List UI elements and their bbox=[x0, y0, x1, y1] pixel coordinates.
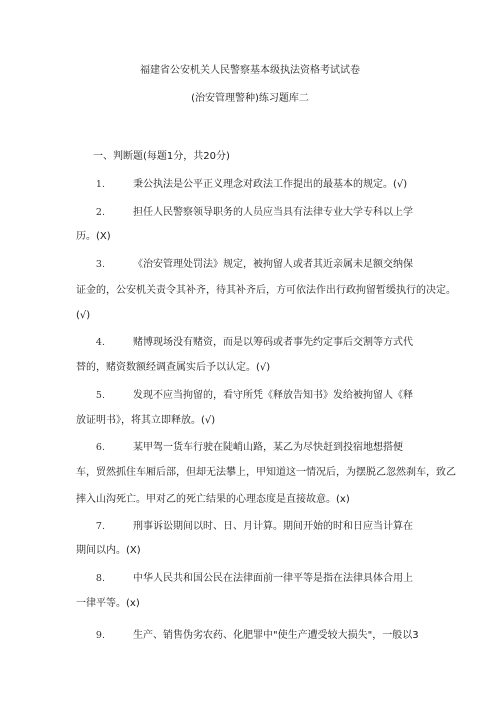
question-number: 5. bbox=[95, 390, 105, 401]
question-number: 9. bbox=[95, 630, 105, 641]
question-text-line: 期间以内。(X) bbox=[76, 545, 141, 556]
question-number: 1. bbox=[95, 179, 105, 190]
question-text-line: 某甲驾一货车行驶在陡峭山路，某乙为尽快赶到投宿地想搭便 bbox=[133, 442, 403, 453]
question-text-line: 放证明书》，将其立即释放。(√) bbox=[76, 415, 216, 426]
question-number: 7. bbox=[95, 521, 105, 532]
question-text-line: 刑事诉讼期间以时、日、月计算。期间开始的时和日应当计算在 bbox=[133, 521, 413, 532]
question-number: 6. bbox=[95, 442, 105, 453]
question-number: 2. bbox=[95, 207, 105, 218]
question-number: 4. bbox=[95, 337, 105, 348]
question-text-line: 发现不应当拘留的，看守所凭《释放告知书》发给被拘留人《释 bbox=[133, 390, 413, 401]
question-text-line: 一律平等。(x) bbox=[76, 598, 140, 609]
question-text-line: 秉公执法是公平正义理念对政法工作提出的最基本的规定。(√) bbox=[133, 179, 408, 190]
question-text-line: 担任人民警察领导职务的人员应当具有法律专业大学专科以上学 bbox=[133, 207, 413, 218]
question-text-line: 替的，赌资数额经调查属实后予以认定。(√) bbox=[76, 362, 271, 373]
question-text-line: (√) bbox=[76, 310, 91, 321]
question-text-line: 证金的，公安机关责令其补齐，待其补齐后，方可依法作出行政拘留暂缓执行的决定。 bbox=[76, 285, 456, 296]
question-text-line: 历。(X) bbox=[76, 231, 111, 242]
question-text-line: 中华人民共和国公民在法律面前一律平等是指在法律具体合用上 bbox=[133, 573, 413, 584]
document-subtitle: (治安管理警种)练习题库二 bbox=[191, 93, 309, 104]
question-number: 3. bbox=[95, 259, 105, 270]
document-title: 福建省公安机关人民警察基本级执法资格考试试卷 bbox=[140, 65, 360, 76]
question-text-line: 赌博现场没有赌资，而是以筹码或者事先约定事后交割等方式代 bbox=[133, 337, 413, 348]
question-number: 8. bbox=[95, 573, 105, 584]
question-text-line: 摔入山沟死亡。甲对乙的死亡结果的心理态度是直接故意。(x) bbox=[76, 494, 350, 505]
question-text-line: 《治安管理处罚法》规定，被拘留人或者其近亲属未足额交纳保 bbox=[133, 259, 413, 270]
question-text-line: 车，贸然抓住车厢后部，但却无法攀上，甲知道这一情况后，为摆脱乙忽然刹车，致乙 bbox=[76, 467, 456, 478]
section-heading: 一、判断题(每题1分，共20分) bbox=[93, 151, 230, 162]
question-text-line: 生产、销售伪劣农药、化肥罪中"使生产遭受较大损失"，一般以3 bbox=[133, 630, 419, 641]
